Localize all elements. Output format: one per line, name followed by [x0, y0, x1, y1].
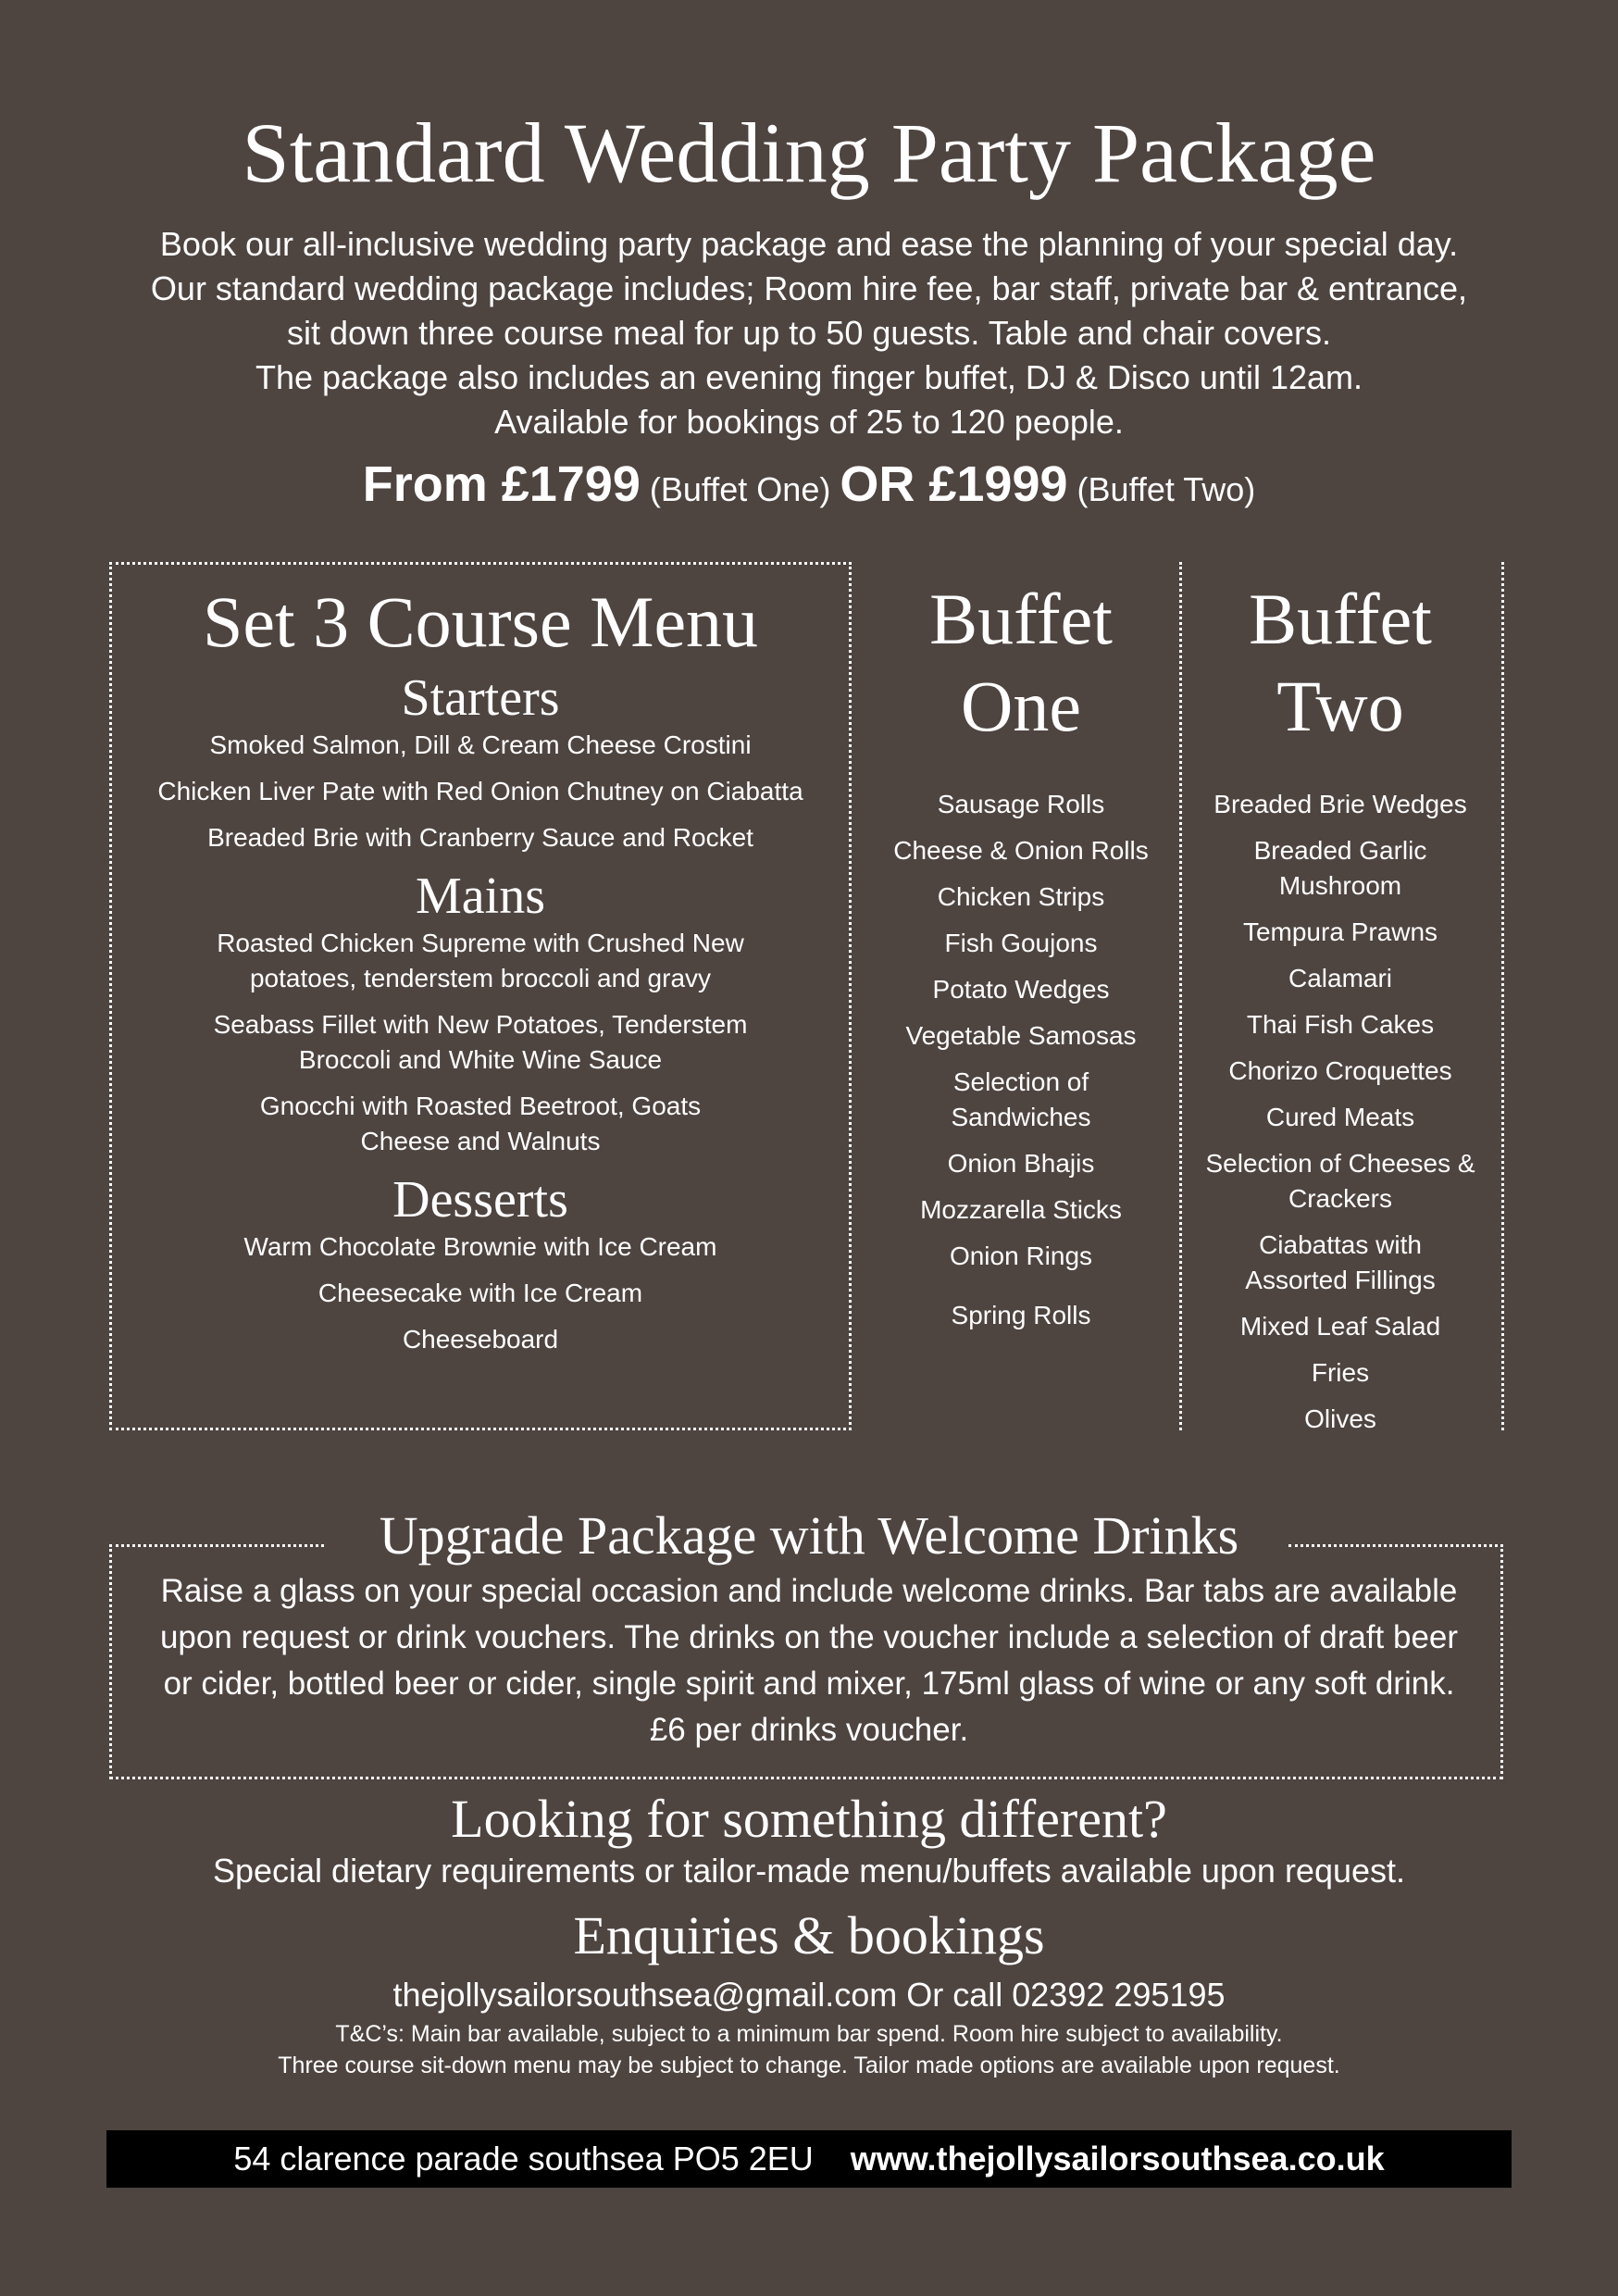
- buffet-item: Olives: [1304, 1404, 1376, 1433]
- buffet-right-border: [1501, 562, 1504, 1430]
- buffet-two-title: [1183, 576, 1498, 750]
- enquiries-contact: thejollysailorsouthsea@gmail.com Or call 02392 295195: [392, 1976, 1226, 2014]
- mains-heading: Mains: [416, 867, 545, 925]
- menu-item: Roasted Chicken Supreme with Crushed New potatoes, tenderstem broccoli and gravy: [217, 929, 744, 992]
- buffet-item: Ciabattas with Assorted Fillings: [1245, 1230, 1436, 1294]
- buffet-item: Tempura Prawns: [1242, 917, 1438, 946]
- buffet-two-title-line: Buffet: [1249, 579, 1432, 659]
- menu-item: Warm Chocolate Brownie with Ice Cream: [243, 1232, 717, 1261]
- buffet-item: Mixed Leaf Salad: [1239, 1312, 1441, 1341]
- price-buffet-one: From £1799: [362, 456, 641, 512]
- intro-line: sit down three course meal for up to 50 guests. Table and chair covers.: [287, 314, 1331, 352]
- upgrade-frame-right: [1500, 1544, 1503, 1779]
- intro-line: The package also includes an evening finger buffet, DJ & Disco until 12am.: [255, 358, 1363, 396]
- buffet-two-title-line: Two: [1276, 666, 1404, 746]
- buffet-item: Thai Fish Cakes: [1246, 1010, 1435, 1039]
- enquiries-title: Enquiries & bookings: [573, 1905, 1045, 1965]
- buffet-item: Breaded Brie Wedges: [1214, 790, 1467, 818]
- buffet-one-title: [852, 576, 1190, 750]
- buffet-item: Vegetable Samosas: [905, 1021, 1137, 1050]
- buffet-item: Potato Wedges: [932, 975, 1110, 1004]
- menu-item: Seabass Fillet with New Potatoes, Tenderstem Broccoli and White Wine Sauce: [213, 1010, 748, 1074]
- intro-line: Book our all-inclusive wedding party package and ease the planning of your special day.: [159, 225, 1459, 263]
- buffet-item: Chorizo Croquettes: [1228, 1056, 1452, 1085]
- buffet-item: Cheese & Onion Rolls: [893, 836, 1149, 865]
- menu-item: Cheeseboard: [402, 1325, 559, 1354]
- intro-text: [93, 222, 1525, 444]
- terms-line: T&C’s: Main bar available, subject to a minimum bar spend. Room hire subject to availability.: [335, 2021, 1283, 2047]
- desserts-heading: Desserts: [392, 1171, 568, 1229]
- buffet-item: Chicken Strips: [937, 882, 1105, 911]
- buffet-item: Selection of Cheeses & Crackers: [1205, 1149, 1475, 1213]
- buffet-item: Onion Rings: [949, 1242, 1093, 1270]
- price-buffet-two: OR £1999: [840, 456, 1068, 512]
- buffet-item: Mozzarella Sticks: [920, 1195, 1122, 1224]
- buffet-item: Spring Rolls: [951, 1301, 1091, 1329]
- menu-item: Chicken Liver Pate with Red Onion Chutney on Ciabatta: [157, 777, 803, 805]
- buffet-item: Breaded Garlic Mushroom: [1253, 836, 1427, 900]
- different-text: Special dietary requirements or tailor-made menu/buffets available upon request.: [212, 1852, 1406, 1890]
- footer-bar: [106, 2130, 1512, 2188]
- buffet-one-title-line: Buffet: [929, 579, 1113, 659]
- page-title: Standard Wedding Party Package: [242, 106, 1376, 200]
- buffet-one: [852, 567, 1190, 1344]
- terms-line: Three course sit-down menu may be subject to change. Tailor made options are available upon request.: [278, 2053, 1340, 2078]
- starters-heading: Starters: [401, 669, 560, 727]
- terms-and-conditions: [0, 2018, 1618, 2081]
- upgrade-frame-left: [109, 1544, 112, 1779]
- set-menu-title: Set 3 Course Menu: [202, 581, 759, 662]
- price-line: [0, 452, 1618, 522]
- buffet-item: Cured Meats: [1265, 1103, 1415, 1131]
- buffet-item: Sausage Rolls: [937, 790, 1105, 818]
- footer-address: 54 clarence parade southsea PO5 2EU: [233, 2140, 814, 2177]
- menu-item: Smoked Salmon, Dill & Cream Cheese Crostini: [209, 730, 752, 759]
- upgrade-frame-bottom: [109, 1777, 1503, 1779]
- upgrade-text: Raise a glass on your special occasion and include welcome drinks. Bar tabs are available upon request or drink vouchers. The drinks on the voucher include a selection of draft beer or cider, bottled beer or cider, single spirit and mixer, 175ml glass of wine or any soft drink. £6 per drinks voucher.: [159, 1573, 1459, 1748]
- buffet-item: Fries: [1311, 1358, 1370, 1387]
- buffet-two: [1183, 567, 1498, 1448]
- upgrade-title: Upgrade Package with Welcome Drinks: [379, 1505, 1239, 1566]
- menu-item: Gnocchi with Roasted Beetroot, Goats Cheese and Walnuts: [259, 1092, 702, 1155]
- buffet-item: Onion Bhajis: [947, 1149, 1095, 1178]
- menu-item: Cheesecake with Ice Cream: [317, 1279, 643, 1307]
- different-title: Looking for something different?: [451, 1789, 1167, 1849]
- set-menu: [109, 567, 852, 1368]
- intro-line: Available for bookings of 25 to 120 people.: [494, 403, 1124, 441]
- price-buffet-two-note: (Buffet Two): [1077, 470, 1256, 508]
- buffet-one-title-line: One: [961, 666, 1081, 746]
- buffet-item: Fish Goujons: [944, 929, 1098, 957]
- menu-item: Breaded Brie with Cranberry Sauce and Rocket: [207, 823, 753, 852]
- footer-website-link[interactable]: www.thejollysailorsouthsea.co.uk: [850, 2140, 1385, 2177]
- price-buffet-one-note: (Buffet One): [649, 470, 831, 508]
- intro-line: Our standard wedding package includes; Room hire fee, bar staff, private bar & entrance,: [150, 269, 1468, 307]
- buffet-item: Selection of Sandwiches: [951, 1067, 1091, 1131]
- buffet-item: Calamari: [1288, 964, 1393, 992]
